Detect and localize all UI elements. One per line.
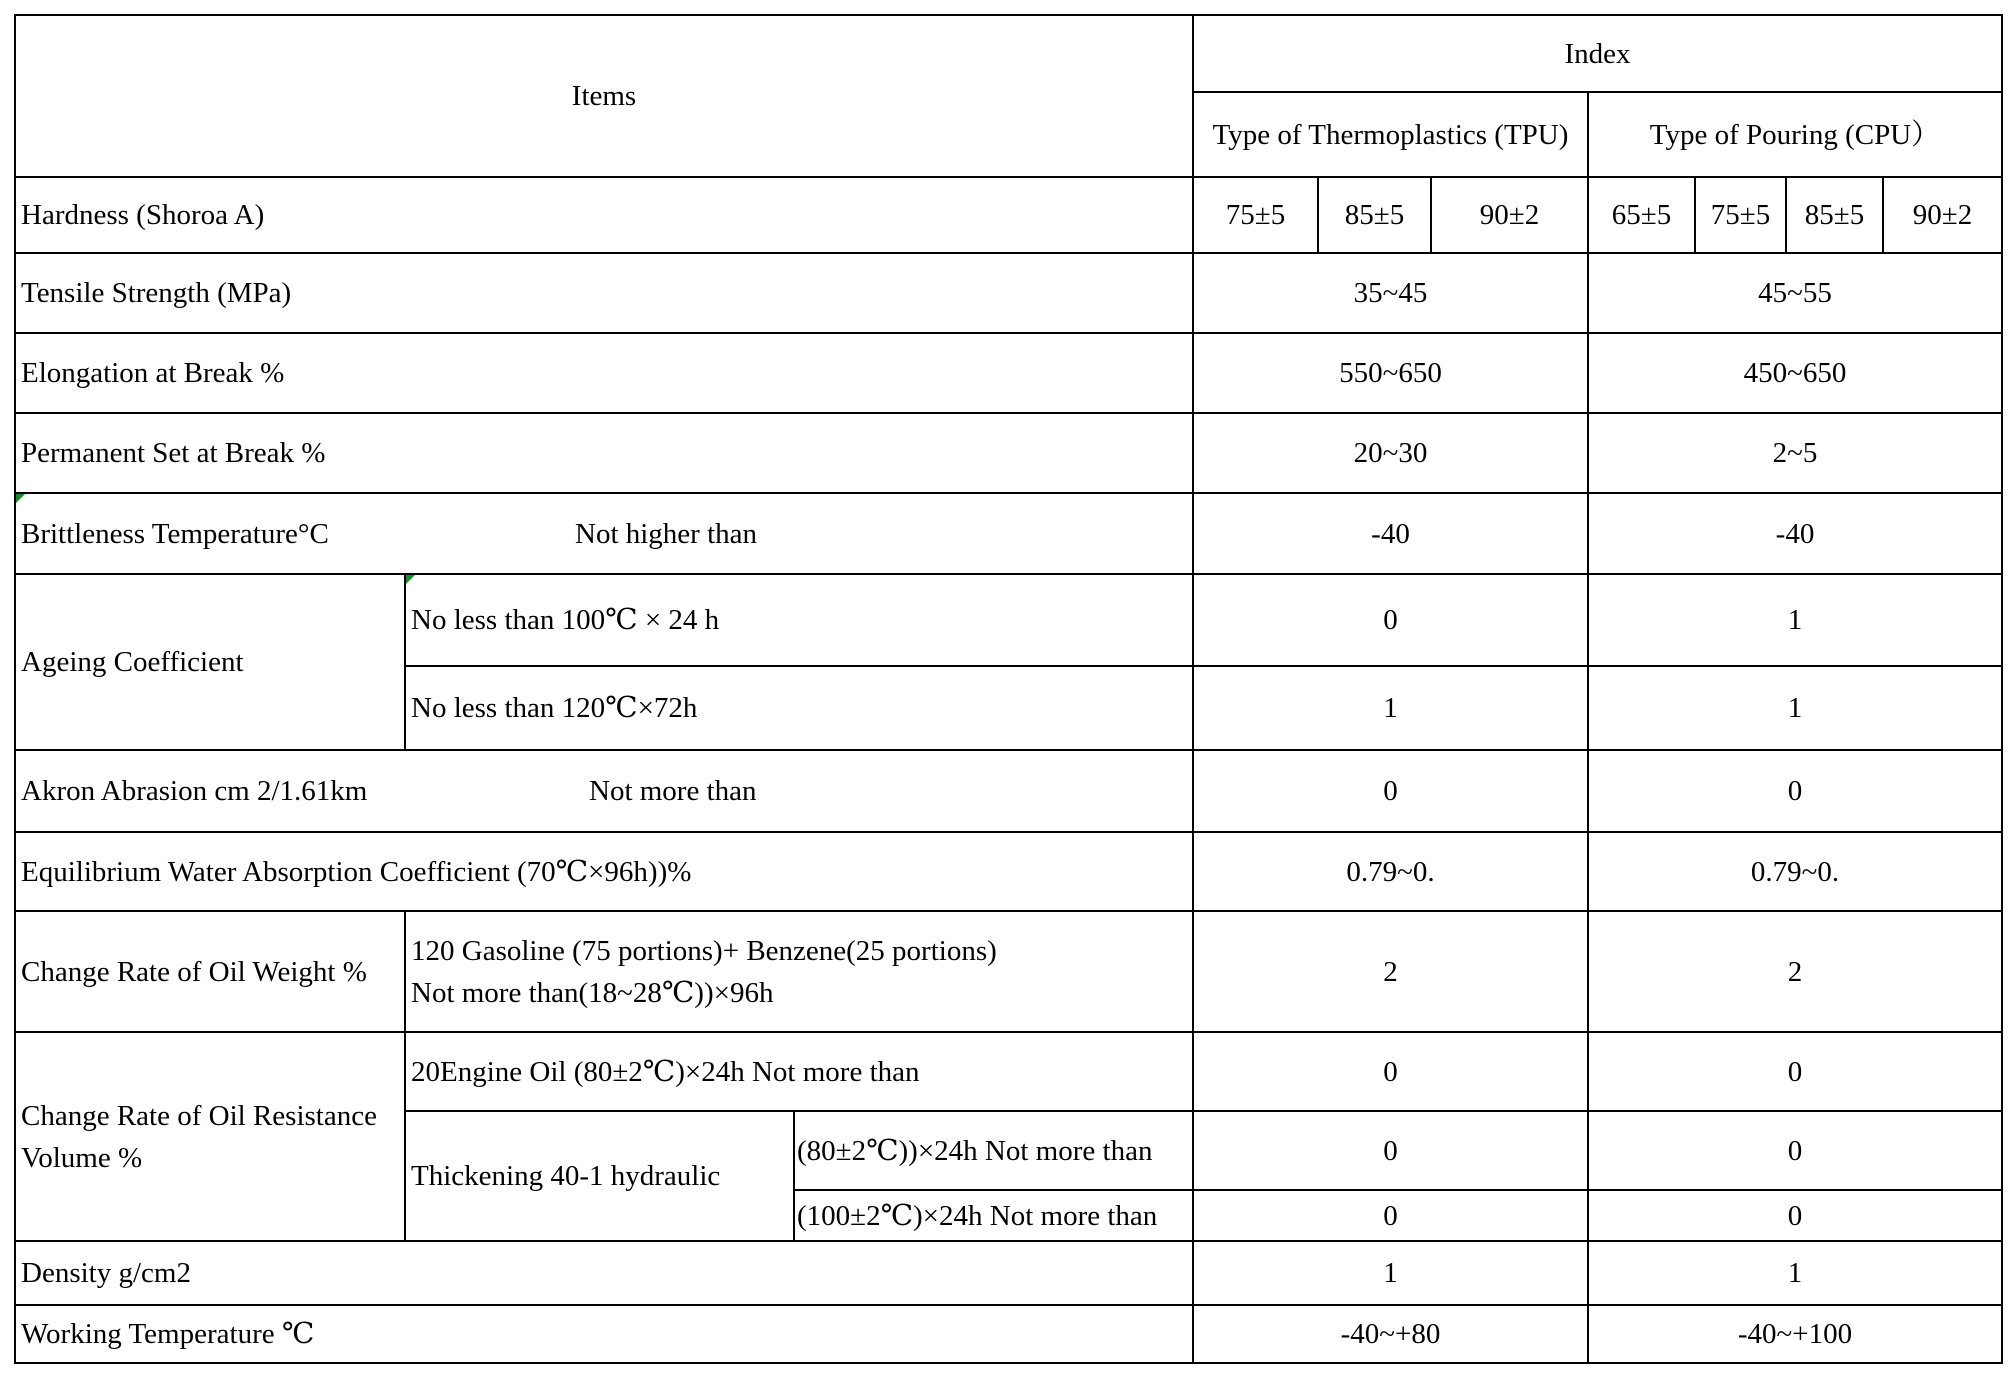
elongation-tpu-value: 550~650 <box>1339 357 1442 389</box>
header-tpu: Type of Thermoplastics (TPU) <box>1212 118 1569 151</box>
oil-weight-condition-line: 120 Gasoline (75 portions)+ Benzene(25 portions) <box>411 934 997 967</box>
hardness-cpu-value: 75±5 <box>1710 199 1771 231</box>
row-label-tensile: Tensile Strength (MPa) <box>21 277 292 309</box>
hardness-tpu-value: 90±2 <box>1479 199 1540 231</box>
oil-weight-cpu-value: 2 <box>1787 955 1803 988</box>
oil-volume-label-line: Change Rate of Oil Resistance <box>21 1099 377 1132</box>
engine-oil-condition: 20Engine Oil (80±2℃)×24h Not more than <box>411 1055 920 1088</box>
tensile-tpu-value: 35~45 <box>1353 277 1428 309</box>
header-items: Items <box>571 80 637 112</box>
hardness-cpu-value: 85±5 <box>1804 199 1865 231</box>
ageing-cpu-value: 1 <box>1787 604 1803 636</box>
hydraulic-tpu-value: 0 <box>1383 1134 1398 1167</box>
water-cpu-value: 0.79~0. <box>1750 855 1840 888</box>
density-cpu-value: 1 <box>1787 1257 1803 1289</box>
hydraulic-tpu-value: 0 <box>1383 1199 1398 1232</box>
tensile-cpu-value: 45~55 <box>1758 277 1832 309</box>
row-label-hardness: Hardness (Shoroa A) <box>21 199 265 231</box>
engine-oil-cpu-value: 0 <box>1787 1055 1803 1088</box>
header-index: Index <box>1564 37 1631 70</box>
hydraulic-oil-label: Thickening 40-1 hydraulic <box>411 1160 721 1192</box>
grid-line <box>2001 14 2003 1364</box>
working-tpu-value: -40~+80 <box>1340 1318 1441 1350</box>
row-label-working-temperature: Working Temperature ℃ <box>21 1318 315 1350</box>
hydraulic-condition: (80±2℃))×24h Not more than <box>797 1134 1153 1167</box>
grid-line <box>14 1362 2003 1364</box>
row-label-water-absorption: Equilibrium Water Absorption Coefficient (70℃×96h))% <box>21 855 692 888</box>
hardness-cpu-value: 65±5 <box>1611 199 1672 231</box>
akron-tpu-value: 0 <box>1383 775 1398 807</box>
ageing-cpu-value: 1 <box>1787 692 1803 724</box>
akron-cpu-value: 0 <box>1787 775 1803 807</box>
elongation-cpu-value: 450~650 <box>1743 357 1847 389</box>
row-label-permanent-set: Permanent Set at Break % <box>21 437 326 469</box>
brittleness-note: Not higher than <box>575 517 758 550</box>
row-label-ageing: Ageing Coefficient <box>21 646 244 678</box>
oil-volume-label-line: Volume % <box>21 1141 143 1174</box>
row-label-oil-volume <box>16 1033 404 1240</box>
row-label-elongation: Elongation at Break % <box>21 357 285 389</box>
row-label-density: Density g/cm2 <box>21 1257 191 1289</box>
hardness-cpu-value: 90±2 <box>1912 199 1973 231</box>
ageing-condition: No less than 120℃×72h <box>411 692 698 724</box>
hardness-tpu-value: 75±5 <box>1225 199 1286 231</box>
brittleness-cpu-value: -40 <box>1775 517 1815 550</box>
oil-weight-condition-line: Not more than(18~28℃))×96h <box>411 976 774 1009</box>
ageing-condition: No less than 100℃ × 24 h <box>411 604 720 636</box>
density-tpu-value: 1 <box>1383 1257 1398 1289</box>
permanent-set-cpu-value: 2~5 <box>1772 437 1818 469</box>
hydraulic-condition: (100±2℃)×24h Not more than <box>797 1199 1158 1232</box>
hardness-tpu-value: 85±5 <box>1344 199 1405 231</box>
akron-note: Not more than <box>589 775 757 807</box>
row-label-akron-abrasion: Akron Abrasion cm 2/1.61km <box>21 775 368 807</box>
header-cpu: Type of Pouring (CPU） <box>1649 118 1941 151</box>
ageing-tpu-value: 1 <box>1383 692 1398 724</box>
water-tpu-value: 0.79~0. <box>1346 855 1435 888</box>
hydraulic-cpu-value: 0 <box>1787 1134 1803 1167</box>
engine-oil-tpu-value: 0 <box>1383 1055 1398 1088</box>
row-label-oil-weight: Change Rate of Oil Weight % <box>21 955 367 988</box>
working-cpu-value: -40~+100 <box>1737 1318 1853 1350</box>
hydraulic-cpu-value: 0 <box>1787 1199 1803 1232</box>
oil-weight-tpu-value: 2 <box>1383 955 1398 988</box>
brittleness-tpu-value: -40 <box>1371 517 1410 550</box>
permanent-set-tpu-value: 20~30 <box>1353 437 1428 469</box>
oil-weight-condition <box>406 912 1192 1031</box>
ageing-tpu-value: 0 <box>1383 604 1398 636</box>
row-label-brittleness: Brittleness Temperature°C <box>21 517 329 550</box>
